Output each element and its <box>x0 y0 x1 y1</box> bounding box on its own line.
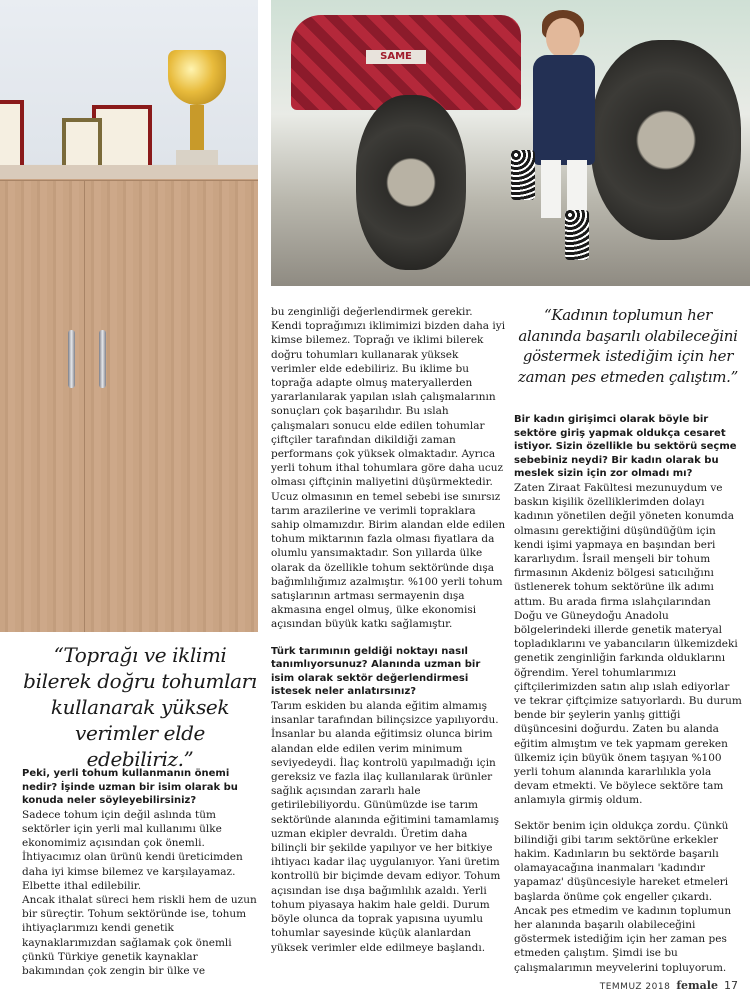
woman-leg <box>541 160 561 218</box>
tractor-front-wheel <box>356 95 466 270</box>
tractor-rear-wheel <box>591 40 741 240</box>
rain-boot <box>565 210 589 260</box>
answer-paragraph: Sadece tohum için değil aslında tüm sektörler için yerli mal kullanımı ülke ekonomimiz açısından çok önemli. İhtiyacımız olan ürünü kendi üreticimden daha iyi kimse bilemez ve karşılayamaz. Elbette ithal edilebilir. <box>22 808 243 892</box>
rain-boot <box>511 150 535 200</box>
interview-question: Türk tarımının geldiği noktayı nasıl tanımlıyorsunuz? Alanında uzman bir isim olarak sektör değerlendirmesi istesek neler anlatırsınız? <box>271 645 481 698</box>
trophy-cup <box>168 50 226 105</box>
answer-paragraph: Ancak ithalat süreci hem riskli hem de uzun bir süreçtir. Tohum sektöründe ise, tohum ihtiyaçlarımızı kendi genetik kaynaklarımızdan sağlamak çok önemli çünkü Türkiye genetik kaynaklar bakımından çok zengin bir ülke ve <box>22 894 257 978</box>
issue-date: TEMMUZ 2018 <box>599 982 671 992</box>
answer-paragraph: Zaten Ziraat Fakültesi mezunuydum ve baskın kişilik özelliklerimden dolayı kadının yönetilen değil yöneten konumda olmasını gerektiğini düşündüğüm için kendi işimi yapmaya en başından beri kararlıydım. İsrail menşeli bir tohum firmasının Akdeniz bölgesi satıcılığını üstlenerek tohum sektörüne ilk adımı attım. Bu arada firma ıslahçılarından Doğu ve Güneydoğu Anadolu bölgelerindeki illerde genetik materyal topladıklarını ve yabancıların ülkemizdeki genetik zenginliğin farkında olduklarını öğrendim. Yerel tohumlarımızı çiftçilerimizden satın alıp ıslah ediyorlar ve tekrar çiftçimize satıyorlardı. Bu durum bende bir şeylerin yanlış gittiği düşüncesini doğurdu. Zaten bu alanda eğitim almıştım ve tek yapmam gereken ülkemiz için büyük önem taşıyan %100 yerli tohum alanında kararlılıkla yola devam etmekti. Ve böylece sektöre tam anlamıyla girmiş oldum. <box>514 481 742 807</box>
cabinet-door-right <box>84 180 258 632</box>
woman-body <box>533 55 595 165</box>
award-plaque <box>0 100 24 170</box>
trophy-stem <box>190 105 204 150</box>
answer-paragraph: bu zenginliği değerlendirmek gerekir. Kendi toprağımızı iklimimizi bizden daha iyi kimse bilemez. Toprağı ve iklimi bilerek doğru tohumları kullanarak yüksek verimler elde edebiliriz. Bu iklime bu toprağa adapte olmuş materyallerden yararlanılarak yapılan ıslah çalışmalarının sonuçları çok başarılıdır. Bu ıslah çalışmaları sonucu elde edilen tohumlar çiftçiler tarafından dikildiği zaman performans çok yüksek olmaktadır. Ayrıca yerli tohum ithal tohumlara göre daha ucuz olması çiftçinin maliyetini düşürmektedir. Ucuz olmasının en temel sebebi ise sınırsız tarım arazilerine ve verimli topraklara sahip olmamızdır. Birim alandan elde edilen tohum miktarının fazla olması fiyatlara da olumlu yansımaktadır. Son yıllarda ülke olarak da özellikle tohum sektöründe dışa bağımlılığımız azalmıştır. %100 yerli tohum satışlarının artması sermayenin dışa akmasına engel olmuş, ülke ekonomisi açısından büyük katkı sağlamıştır. <box>271 306 506 631</box>
answer-paragraph: Sektör benim için oldukça zordu. Çünkü bilindiği gibi tarım sektörüne erkekler hakim. Kadınların bu sektörde başarılı olamayacağına inanmaları 'kadındır yapamaz' düşüncesiyle hareket etmeleri başlarda önüme çok engeller çıkardı. Ancak pes etmedim ve kadının toplumun her alanında başarılı olabileceğini göstermek istediğim için her zaman pes etmeden çalıştım. Şimdi ise bu çalışmalarımın meyvelerini topluyorum. <box>514 819 732 974</box>
interview-question: Peki, yerli tohum kullanmanın önemi nedir? İşinde uzman bir isim olarak bu konuda neler söyleyebilirsiniz? <box>22 768 238 807</box>
office-trophy-photo <box>0 0 258 632</box>
page-footer <box>600 979 738 992</box>
pull-quote-right: “Kadının toplumun her alanında başarılı olabileceğini göstermek istediğim için her zaman pes etmeden çalıştım.” <box>517 306 739 386</box>
left-column <box>22 765 258 978</box>
cabinet-handle <box>99 330 106 388</box>
cabinet-door-left <box>0 180 86 632</box>
right-column <box>514 411 742 975</box>
trophy-base <box>176 150 218 166</box>
interview-question: Bir kadın girişimci olarak böyle bir sektöre giriş yapmak oldukça cesaret istiyor. Sizin özellikle bu sektörü seçme sebebiniz neydi? Bir kadın olarak bu meslek sizin için zor olmadı mı? <box>514 414 737 480</box>
middle-column <box>271 305 506 955</box>
answer-paragraph: Tarım eskiden bu alanda eğitim almamış insanlar tarafından bilinçsizce yapılıyordu. İnsanlar bu alanda eğitimsiz olunca birim alandan elde edilen verim minimum seviyedeydi. İlaç kontrolü yapılmadığı için gereksiz ve fazla ilaç kullanılarak ürünler sağlık açısından zararlı hale getirilebiliyordu. Günümüzde ise tarım sektöründe alanında eğitimini tamamlamış uzman ekipler devraldı. Üretim daha bilinçli bir şekilde yapılıyor ve her bitkiye ihtiyacı kadar ilaç uygulanıyor. Yani üretim kontrollü bir biçimde devam ediyor. Tohum açısından ise dışa bağımlılık azaldı. Yerli tohum piyasaya hakim hale geldi. Durum böyle olunca da toprak yapısına uyumlu tohumlar sayesinde küçük alanlardan yüksek verimler elde edilmeye başlandı. <box>271 700 501 954</box>
tractor-woman-photo <box>271 0 750 286</box>
page-number: 17 <box>724 979 738 992</box>
pull-quote-left: “Toprağı ve iklimi bilerek doğru tohumları kullanarak yüksek verimler elde edebiliriz.” <box>23 643 257 771</box>
woman-head <box>546 18 580 58</box>
tractor-brand-badge: SAME <box>366 50 426 64</box>
magazine-logo: female <box>676 979 718 992</box>
cabinet-top <box>0 165 258 179</box>
cabinet-handle <box>68 330 75 388</box>
